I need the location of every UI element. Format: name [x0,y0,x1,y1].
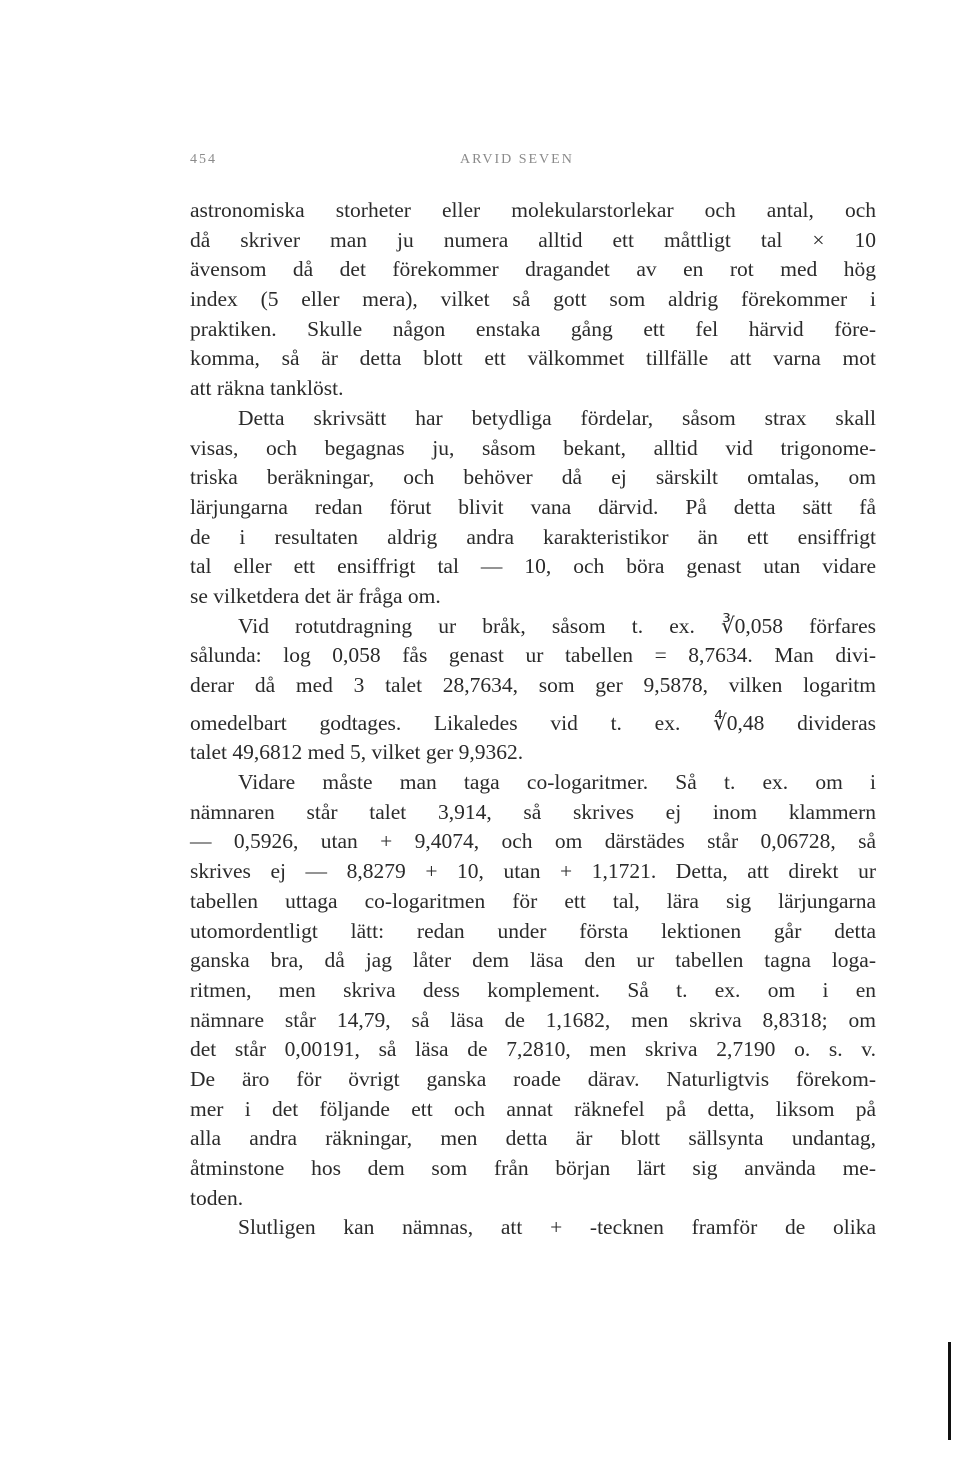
text-line: derar då med 3 talet 28,7634, som ger 9,5878, vilken logaritm [190,673,876,697]
text-line: då skriver man ju numera alltid ett måttligt tal × 10 [190,227,876,252]
text-line: komma, så är detta blott ett välkommet tillfälle att varna mot [190,346,876,371]
text-line: index (5 eller mera), vilket så gott som aldrig förekommer i [190,287,876,312]
text-line: sålunda: log 0,058 fås genast ur tabellen = 8,7634. Man divi- [190,643,876,668]
page-header [190,152,880,178]
text-line: alla andra räkningar, men detta är blott sällsynta undantag, [190,1126,876,1151]
text-line: astronomiska storheter eller molekularstorlekar och antal, och [190,198,876,222]
text-line: talet 49,6812 med 5, vilket ger 9,9362. [190,740,524,765]
text-line: — 0,5926, utan + 9,4074, och om därstädes står 0,06728, så [190,829,876,854]
text-line: triska beräkningar, och behöver då ej särskilt omtalas, om [190,465,876,490]
text-line: nämnare står 14,79, så läsa de 1,1682, men skriva 8,8318; om [190,1007,876,1032]
text-line: mer i det följande ett och annat räknefel på detta, liksom på [190,1096,876,1121]
text-line: Detta skrivsätt har betydliga fördelar, såsom strax skall [238,405,876,430]
text-line: Slutligen kan nämnas, att + -tecknen framför de olika [238,1215,876,1240]
text-line: ävensom då det förekommer dragandet av en rot med hög [190,257,876,282]
text-line: toden. [190,1185,244,1210]
text-line: nämnaren står talet 3,914, så skrives ej inom klammern [190,799,876,824]
text-line: åtminstone hos dem som från början lärt sig använda me- [190,1156,876,1180]
text-line: skrives ej — 8,8279 + 10, utan + 1,1721. Detta, att direkt ur [190,859,876,884]
text-line: Vidare måste man taga co-logaritmer. Så t. ex. om i [238,770,876,795]
text-line: ganska bra, då jag låter dem läsa den ur tabellen tagna loga- [190,948,876,973]
margin-rule [948,1342,951,1440]
running-title: ARVID SEVEN [460,152,574,167]
text-line: tal eller ett ensiffrigt tal — 10, och böra genast utan vidare [190,554,876,579]
text-line: omedelbart godtages. Likaledes vid t. ex. ∜0,48 divideras [190,710,876,735]
text-line: utomordentligt lätt: redan under första lektionen går detta [190,918,876,943]
text-line: tabellen uttaga co-logaritmen för ett tal, lära sig lärjungarna [190,888,876,913]
text-line: se vilketdera det är fråga om. [190,583,441,608]
text-line: lärjungarna redan förut blivit vana därvid. På detta sätt få [190,494,876,519]
text-line: De äro för övrigt ganska roade därav. Naturligtvis förekom- [190,1066,876,1091]
text-line: de i resultaten aldrig andra karakteristikor än ett ensiffrigt [190,524,876,549]
page-number: 454 [190,152,217,167]
text-line: ritmen, men skriva dess komplement. Så t. ex. om i en [190,977,876,1002]
text-line: visas, och begagnas ju, såsom bekant, alltid vid trigonome- [190,435,876,460]
text-line: det står 0,00191, så läsa de 7,2810, men skriva 2,7190 o. s. v. [190,1037,876,1062]
text-body [190,196,876,1243]
text-line: praktiken. Skulle någon enstaka gång ett fel härvid före- [190,316,876,341]
text-line: att räkna tanklöst. [190,376,344,401]
text-line: Vid rotutdragning ur bråk, såsom t. ex. ∛0,058 förfares [238,613,876,638]
